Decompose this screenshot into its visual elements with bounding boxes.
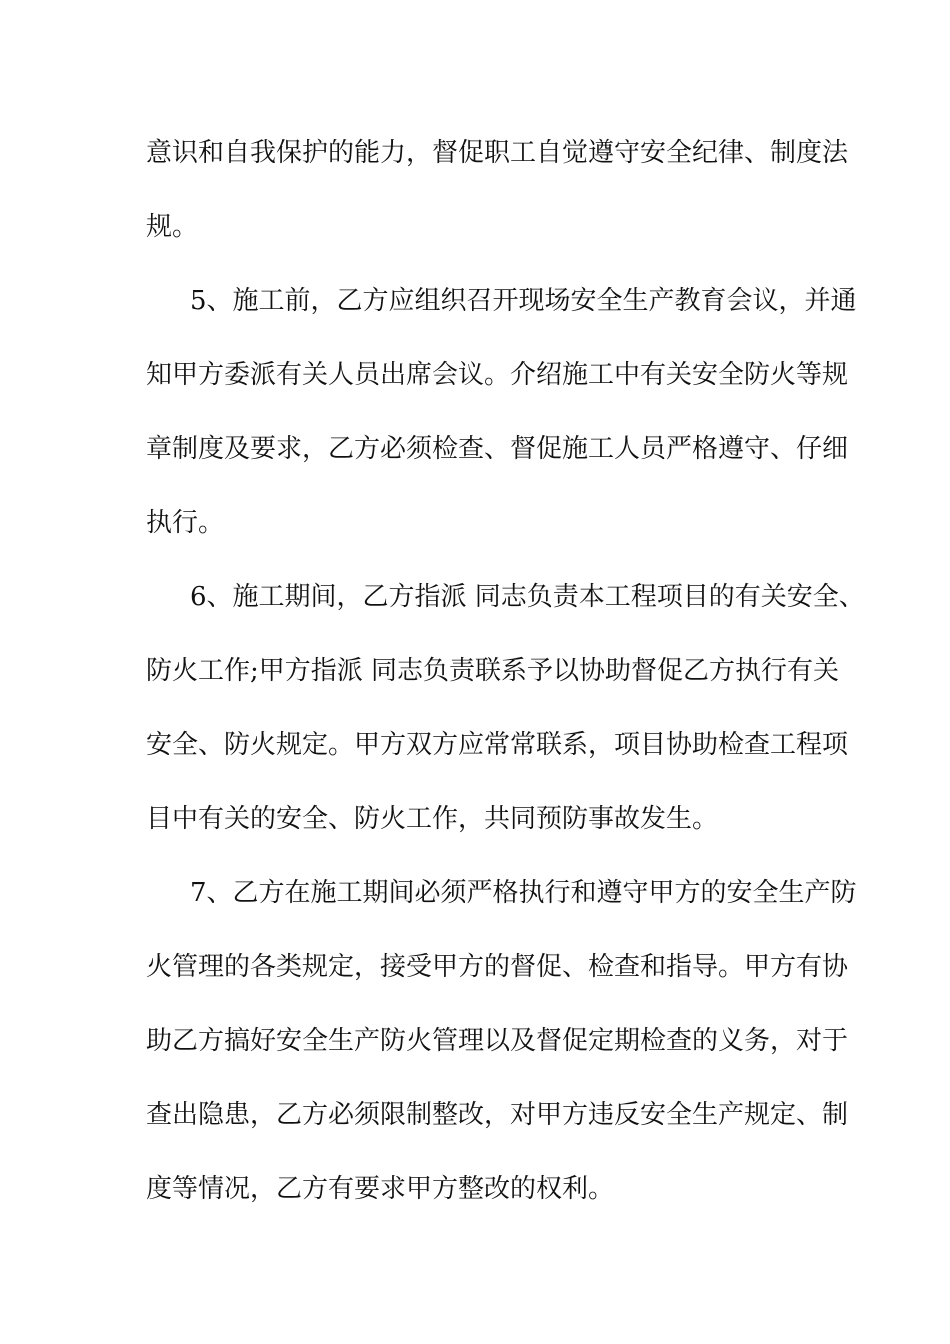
text-line: 安全、防火规定。甲方双方应常常联系，项目协助检查工程项 — [146, 730, 849, 760]
text-line: 章制度及要求，乙方必须检查、督促施工人员严格遵守、仔细 — [146, 434, 849, 464]
text-line: 防火工作;甲方指派 同志负责联系予以协助督促乙方执行有关 — [146, 656, 840, 686]
text-line: 火管理的各类规定，接受甲方的督促、检查和指导。甲方有协 — [146, 952, 849, 982]
text-line: 规。 — [146, 212, 199, 242]
text-line: 意识和自我保护的能力，督促职工自觉遵守安全纪律、制度法 — [146, 138, 849, 168]
text-line: 助乙方搞好安全生产防火管理以及督促定期检查的义务，对于 — [146, 1026, 849, 1056]
paragraph-5-line: 5、施工前，乙方应组织召开现场安全生产教育会议，并通 — [190, 286, 857, 316]
text-line: 执行。 — [146, 508, 225, 538]
text-line: 知甲方委派有关人员出席会议。介绍施工中有关安全防火等规 — [146, 360, 849, 390]
text-line: 目中有关的安全、防火工作，共同预防事故发生。 — [146, 804, 719, 834]
paragraph-7-line: 7、乙方在施工期间必须严格执行和遵守甲方的安全生产防 — [190, 878, 857, 908]
text-line: 度等情况，乙方有要求甲方整改的权利。 — [146, 1174, 615, 1204]
text-line: 查出隐患，乙方必须限制整改，对甲方违反安全生产规定、制 — [146, 1100, 849, 1130]
paragraph-6-line: 6、施工期间，乙方指派 同志负责本工程项目的有关安全、 — [190, 582, 865, 612]
